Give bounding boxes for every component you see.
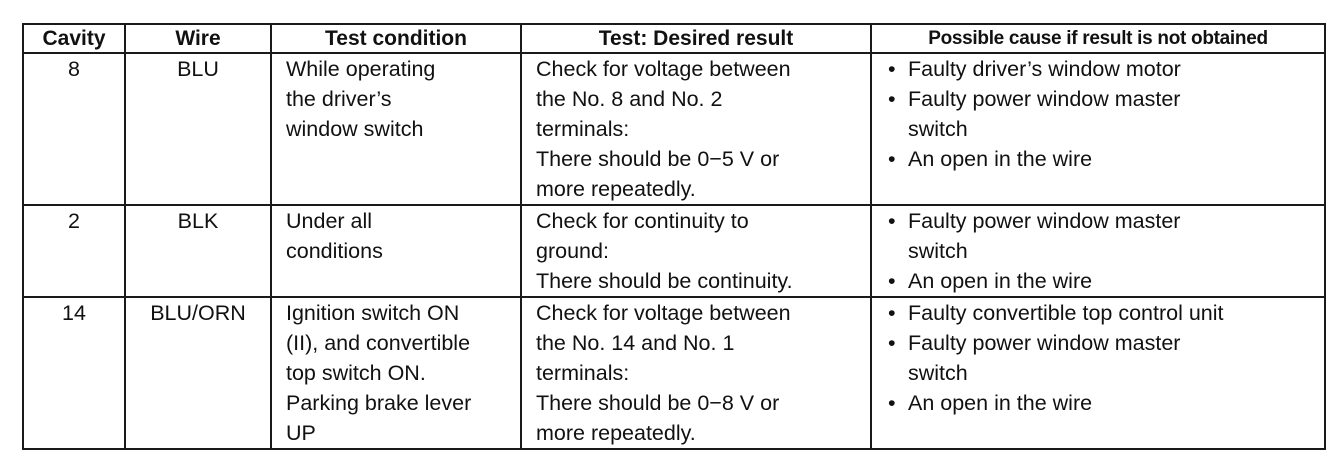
result-line: more repeatedly. — [536, 177, 696, 201]
cause-text: An open in the wire — [908, 147, 1093, 171]
wire-value: BLU/ORN — [150, 301, 246, 325]
possible-cause-cell — [871, 297, 1325, 449]
cause-item — [886, 54, 1324, 84]
wire-cell — [125, 205, 271, 297]
cause-item — [886, 84, 1324, 144]
header-wire: Wire — [125, 24, 271, 53]
condition-line: conditions — [286, 239, 383, 263]
wire-value: BLK — [177, 209, 219, 233]
result-line: There should be continuity. — [536, 269, 793, 293]
test-condition-cell — [271, 297, 521, 449]
cause-text: Faulty driver’s window motor — [908, 57, 1181, 81]
result-line: more repeatedly. — [536, 421, 696, 445]
result-line: There should be 0−8 V or — [536, 391, 780, 415]
cause-text: Faulty power window master — [908, 209, 1181, 233]
wire-value: BLU — [177, 57, 219, 81]
header-possible-cause: Possible cause if result is not obtained — [871, 24, 1325, 53]
bullet-icon: • — [888, 87, 896, 111]
result-line: the No. 8 and No. 2 — [536, 87, 723, 111]
desired-result-cell — [521, 53, 871, 205]
header-desired-result: Test: Desired result — [521, 24, 871, 53]
header-test-condition: Test condition — [271, 24, 521, 53]
header-cavity: Cavity — [23, 24, 125, 53]
cause-text: Faulty power window master — [908, 331, 1181, 355]
cause-text: Faulty convertible top control unit — [908, 301, 1224, 325]
test-condition-cell — [271, 205, 521, 297]
cause-item — [886, 206, 1324, 266]
bullet-icon: • — [888, 57, 896, 81]
bullet-icon: • — [888, 301, 896, 325]
cause-item — [886, 266, 1324, 296]
condition-line: Parking brake lever — [286, 391, 472, 415]
cause-item — [886, 328, 1324, 388]
result-line: terminals: — [536, 117, 630, 141]
cause-item — [886, 298, 1324, 328]
wire-cell — [125, 297, 271, 449]
possible-cause-cell — [871, 53, 1325, 205]
result-line: Check for voltage between — [536, 301, 791, 325]
result-line: the No. 14 and No. 1 — [536, 331, 735, 355]
bullet-icon: • — [888, 391, 896, 415]
cause-item — [886, 144, 1324, 174]
bullet-icon: • — [888, 269, 896, 293]
result-line: ground: — [536, 239, 609, 263]
cause-text: An open in the wire — [908, 391, 1093, 415]
condition-line: Ignition switch ON — [286, 301, 460, 325]
wire-cell — [125, 53, 271, 205]
possible-cause-cell — [871, 205, 1325, 297]
cause-item — [886, 388, 1324, 418]
cause-text: An open in the wire — [908, 269, 1093, 293]
result-line: There should be 0−5 V or — [536, 147, 780, 171]
cavity-cell — [23, 205, 125, 297]
result-line: Check for continuity to — [536, 209, 749, 233]
result-line: terminals: — [536, 361, 630, 385]
table-row — [23, 297, 1325, 449]
test-condition-cell — [271, 53, 521, 205]
bullet-icon: • — [888, 147, 896, 171]
cause-list — [872, 206, 1324, 296]
table-row — [23, 53, 1325, 205]
cavity-cell — [23, 297, 125, 449]
bullet-icon: • — [888, 331, 896, 355]
condition-line: While operating — [286, 57, 436, 81]
condition-line: top switch ON. — [286, 361, 426, 385]
cavity-value: 2 — [68, 209, 80, 233]
diagnostic-table-container — [22, 23, 1326, 450]
table-row — [23, 205, 1325, 297]
cavity-cell — [23, 53, 125, 205]
diagnostic-table — [22, 23, 1326, 450]
cause-text: switch — [908, 361, 968, 385]
condition-line: window switch — [286, 117, 424, 141]
table-header-row — [23, 24, 1325, 53]
cause-text: switch — [908, 239, 968, 263]
desired-result-cell — [521, 297, 871, 449]
cavity-value: 14 — [62, 301, 86, 325]
cause-text: switch — [908, 117, 968, 141]
condition-line: Under all — [286, 209, 373, 233]
cause-list — [872, 298, 1324, 418]
condition-line: (II), and convertible — [286, 331, 471, 355]
cavity-value: 8 — [68, 57, 80, 81]
bullet-icon: • — [888, 209, 896, 233]
cause-list — [872, 54, 1324, 174]
cause-text: Faulty power window master — [908, 87, 1181, 111]
table-body — [23, 53, 1325, 449]
condition-line: the driver’s — [286, 87, 392, 111]
result-line: Check for voltage between — [536, 57, 791, 81]
condition-line: UP — [286, 421, 316, 445]
desired-result-cell — [521, 205, 871, 297]
